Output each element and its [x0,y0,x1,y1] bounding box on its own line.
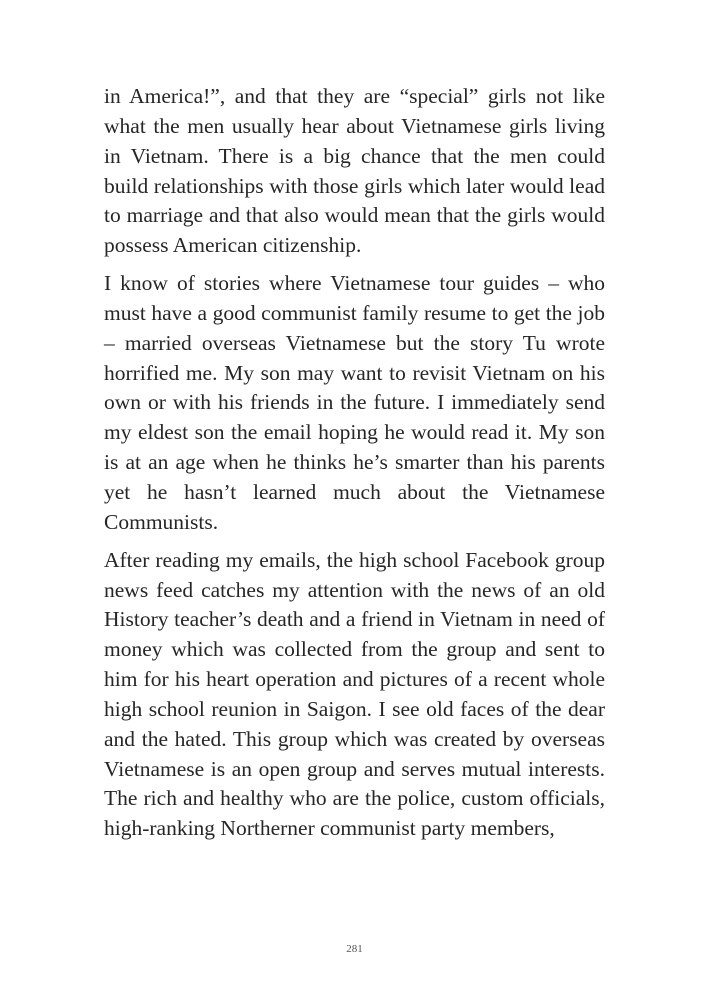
page-number: 281 [346,943,363,955]
paragraph-3: After reading my emails, the high school Facebook group news feed catches my attention with the news of an old History teacher’s death and a friend in Vietnam in need of money which was collected from the group and sent to him for his heart operation and pictures of a recent whole high school reunion in Saigon. I see old faces of the dear and the hated. This group which was created by overseas Vietnamese is an open group and serves mutual interests. The rich and healthy who are the police, custom officials, high-ranking Northerner communist party members, [104,547,605,841]
paragraph-1: in America!”, and that they are “special” girls not like what the men usually hear about Vietnamese girls living in Vietnam. There is a big chance that the men could build relationships with those girls which later would lead to marriage and that also would mean that the girls would possess American citizenship. [104,84,605,258]
body-text [104,82,605,852]
paragraph-2: I know of stories where Vietnamese tour guides – who must have a good communist family resume to get the job – married overseas Vietnamese but the story Tu wrote horrified me. My son may want to revisit Vietnam on his own or with his friends in the future. I immediately send my eldest son the email hoping he would read it. My son is at an age when he thinks he’s smarter than his parents yet he hasn’t learned much about the Vietnamese Communists. [104,271,605,534]
